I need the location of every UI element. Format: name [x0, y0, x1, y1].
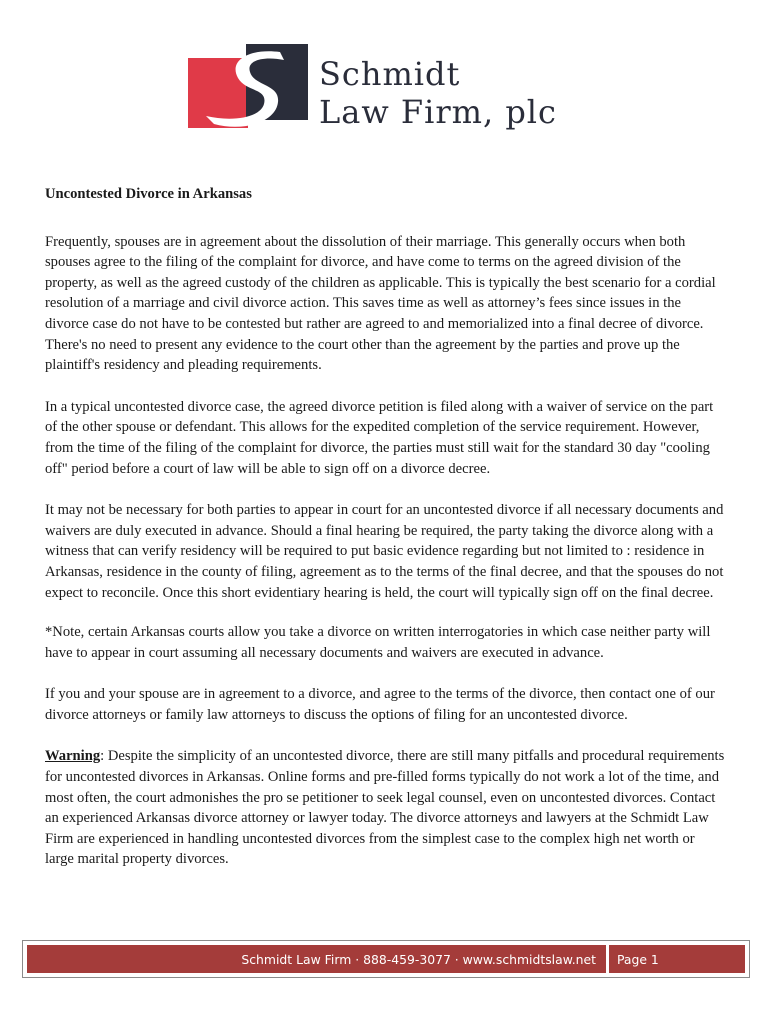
warning-label: Warning: [45, 748, 101, 765]
firm-name-line2: Law Firm, plc: [319, 93, 557, 131]
page-number: Page 1: [609, 945, 745, 973]
paragraph-court-appearance: It may not be necessary for both parties to appear in court for an uncontested divorce if all necessary documents and waivers are duly executed in advance. Should a final hearing be required, the party taking the divorce along with a witness that can verify residency will be required to put basic evidence regarding but not limited to : residence in Arkansas, residence in the county of filing, agreement as to the terms of the final decree, and that the spouses do not expect to reconcile. Once this short evidentiary hearing is held, the court will typically sign off on the final decree.: [45, 502, 724, 601]
footer-contact: Schmidt Law Firm · 888-459-3077 · www.schmidtslaw.net: [27, 945, 606, 973]
firm-name: [319, 55, 557, 131]
paragraph-contact: If you and your spouse are in agreement to a divorce, and agree to the terms of the divorce, then contact one of our divorce attorneys or family law attorneys to discuss the options of filing for an uncontested divorce.: [45, 686, 715, 723]
document-body: [45, 184, 725, 891]
paragraph-note: *Note, certain Arkansas courts allow you take a divorce on written interrogatories in which case neither party will have to appear in court assuming all necessary documents and waivers are executed in advance.: [45, 624, 711, 661]
schmidt-s-logo-icon: [188, 44, 308, 130]
document-title: Uncontested Divorce in Arkansas: [45, 186, 252, 202]
paragraph-warning: [45, 746, 725, 870]
paragraph-intro: Frequently, spouses are in agreement about the dissolution of their marriage. This generally occurs when both spouses agree to the filing of the complaint for divorce, and have come to terms on the agreed division of the property, as well as the agreed custody of the children as applicable. This is typically the best scenario for a cordial resolution of a marriage and civil divorce action. This saves time as well as attorney’s fees since issues in the divorce case do not have to be contested but rather are agreed to and memorialized into a final decree of divorce. There's no need to present any evidence to the court other than the agreement by the parties and prove up the plaintiff's residency and pleading requirements.: [45, 233, 716, 374]
page-footer: [22, 940, 750, 978]
warning-text: : Despite the simplicity of an uncontested divorce, there are still many pitfalls and procedural requirements for uncontested divorces in Arkansas. Online forms and pre-filled forms typically do not work a lot of the time, and most often, the court admonishes the pro se petitioner to seek legal counsel, even on uncontested divorces. Contact an experienced Arkansas divorce attorney or lawyer today. The divorce attorneys and lawyers at the Schmidt Law Firm are experienced in handling uncontested divorces from the simplest case to the complex high net worth or large marital property divorces.: [45, 748, 725, 868]
paragraph-typical-case: In a typical uncontested divorce case, the agreed divorce petition is filed along with a waiver of service on the part of the other spouse or defendant. This allows for the expedited completion of the service requirement. However, from the time of the filing of the complaint for divorce, the parties must still wait for the standard 30 day "cooling off" period before a court of law will be able to sign off on a divorce decree.: [45, 398, 714, 477]
firm-logo: [188, 44, 588, 134]
firm-name-line1: Schmidt: [319, 55, 461, 93]
